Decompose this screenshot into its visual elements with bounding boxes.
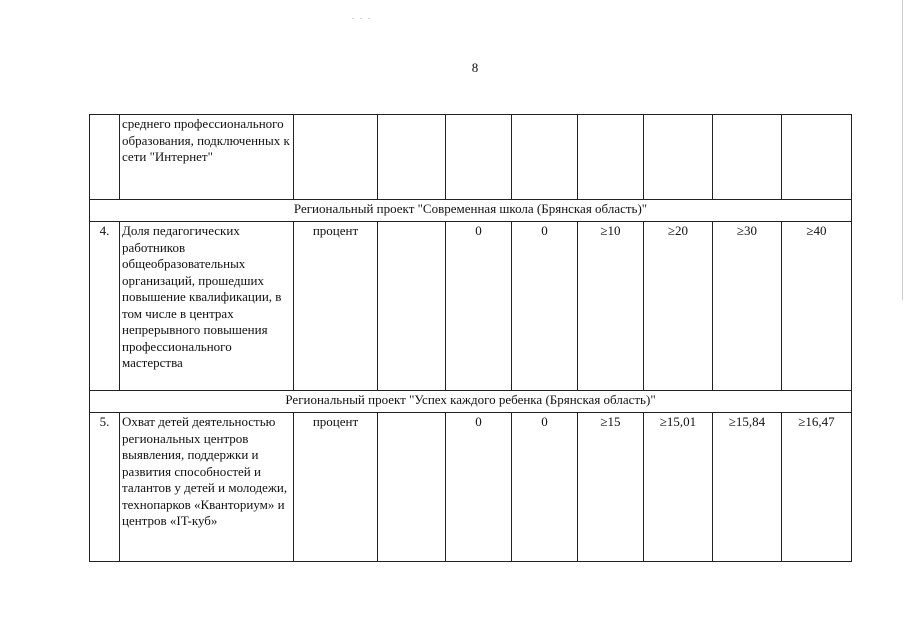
scan-edge-mark xyxy=(901,0,903,300)
value-cell: 0 xyxy=(446,413,512,562)
row-number: 4. xyxy=(90,222,120,391)
value-cell: ≥15,01 xyxy=(644,413,713,562)
value-cell xyxy=(578,115,644,200)
value-cell xyxy=(644,115,713,200)
indicators-table xyxy=(89,114,852,562)
value-cell: ≥40 xyxy=(782,222,852,391)
unit-cell xyxy=(294,115,378,200)
value-cell: ≥10 xyxy=(578,222,644,391)
value-cell xyxy=(713,115,782,200)
value-cell xyxy=(446,115,512,200)
table-row xyxy=(90,413,852,562)
value-cell: ≥30 xyxy=(713,222,782,391)
page-top-marks: . . . xyxy=(352,12,372,21)
value-cell xyxy=(378,222,446,391)
value-cell: ≥16,47 xyxy=(782,413,852,562)
value-cell: 0 xyxy=(512,222,578,391)
value-cell xyxy=(378,413,446,562)
section-title: Региональный проект "Современная школа (Брянская область)" xyxy=(90,200,852,222)
row-number xyxy=(90,115,120,200)
value-cell: 0 xyxy=(512,413,578,562)
value-cell xyxy=(512,115,578,200)
indicator-name: Охват детей деятельностью региональных центров выявления, поддержки и развития способностей и талантов у детей и молодежи, технопарков «Кванториум» и центров «IT-куб» xyxy=(120,413,294,562)
value-cell xyxy=(378,115,446,200)
value-cell: 0 xyxy=(446,222,512,391)
value-cell xyxy=(782,115,852,200)
indicator-name: Доля педагогических работников общеобразовательных организаций, прошедших повышение квалификации, в том числе в центрах непрерывного повышения профессионального мастерства xyxy=(120,222,294,391)
value-cell: ≥15 xyxy=(578,413,644,562)
row-number: 5. xyxy=(90,413,120,562)
section-row xyxy=(90,391,852,413)
table-row xyxy=(90,222,852,391)
unit-cell: процент xyxy=(294,413,378,562)
value-cell: ≥20 xyxy=(644,222,713,391)
page-number: 8 xyxy=(471,60,479,75)
section-title: Региональный проект "Успех каждого ребенка (Брянская область)" xyxy=(90,391,852,413)
indicator-name: среднего профессионального образования, подключенных к сети "Интернет" xyxy=(120,115,294,200)
table-row xyxy=(90,115,852,200)
unit-cell: процент xyxy=(294,222,378,391)
value-cell: ≥15,84 xyxy=(713,413,782,562)
section-row xyxy=(90,200,852,222)
